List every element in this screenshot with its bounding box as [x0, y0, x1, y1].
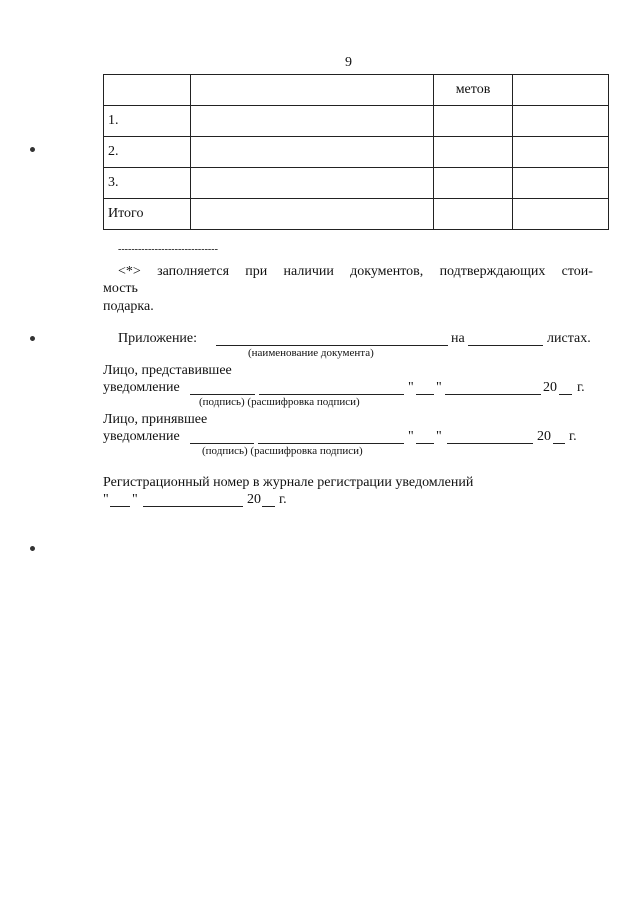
receiver-year-suffix: г. [569, 429, 577, 444]
receiver-line1: Лицо, принявшее [103, 412, 208, 427]
registration-day-field[interactable] [110, 506, 130, 507]
attachment-sheets-label: листах. [547, 331, 591, 346]
receiver-quote-close: " [436, 429, 442, 444]
gift-table [103, 74, 609, 230]
footnote-word: наличии [283, 264, 334, 279]
table-cell [513, 137, 609, 168]
table-cell [191, 106, 434, 137]
receiver-signature-field[interactable] [190, 443, 254, 444]
table-row [104, 106, 609, 137]
table-header-row [104, 75, 609, 106]
table-cell: 3. [104, 168, 191, 199]
footnote-separator: ------------------------------ [118, 244, 218, 255]
registration-year-prefix: 20 [247, 492, 261, 507]
presenter-quote-open: " [408, 380, 414, 395]
presenter-label: уведомление [103, 380, 180, 395]
page-number: 9 [345, 55, 352, 70]
attachment-caption: (наименование документа) [248, 347, 374, 359]
footnote-word: стои- [561, 264, 593, 279]
attachment-label: Приложение: [118, 331, 198, 346]
footnote-line [103, 265, 593, 279]
registration-year-field[interactable] [262, 506, 275, 507]
receiver-day-field[interactable] [416, 443, 434, 444]
presenter-year-field[interactable] [559, 394, 572, 395]
table-cell [434, 199, 513, 230]
scan-mark [29, 335, 36, 342]
receiver-name-field[interactable] [258, 443, 404, 444]
registration-text: Регистрационный номер в журнале регистрации уведомлений [103, 475, 474, 490]
footnote-word: документов, [350, 264, 424, 279]
table-header-cell [104, 75, 191, 106]
footnote-marker: <*> [118, 264, 141, 279]
table-header-cell [513, 75, 609, 106]
footnote-line-2: мость [103, 281, 138, 296]
scan-mark [29, 545, 36, 552]
receiver-month-field[interactable] [447, 443, 533, 444]
table-cell [191, 137, 434, 168]
presenter-month-field[interactable] [445, 394, 541, 395]
receiver-label: уведомление [103, 429, 180, 444]
table-row [104, 168, 609, 199]
presenter-year-prefix: 20 [543, 380, 557, 395]
table-cell: Итого [104, 199, 191, 230]
presenter-signature-field[interactable] [190, 394, 255, 395]
receiver-caption: (подпись) (расшифровка подписи) [202, 445, 363, 457]
table-header-cell [191, 75, 434, 106]
attachment-on-label: на [451, 331, 465, 346]
footnote-line-3: подарка. [103, 299, 154, 314]
receiver-year-prefix: 20 [537, 429, 551, 444]
registration-year-suffix: г. [279, 492, 287, 507]
table-cell [513, 168, 609, 199]
presenter-line1: Лицо, представившее [103, 363, 232, 378]
table-cell [191, 168, 434, 199]
presenter-quote-close: " [436, 380, 442, 395]
table-cell [434, 168, 513, 199]
presenter-name-field[interactable] [259, 394, 404, 395]
attachment-doc-field[interactable] [216, 345, 448, 346]
table-cell [513, 106, 609, 137]
presenter-caption: (подпись) (расшифровка подписи) [199, 396, 360, 408]
table-cell [434, 106, 513, 137]
presenter-day-field[interactable] [416, 394, 434, 395]
table-cell [513, 199, 609, 230]
scan-mark [29, 146, 36, 153]
table-row [104, 199, 609, 230]
receiver-quote-open: " [408, 429, 414, 444]
presenter-year-suffix: г. [577, 380, 585, 395]
table-row [104, 137, 609, 168]
registration-quote-close: " [132, 492, 138, 507]
table-cell [434, 137, 513, 168]
footnote-word: заполняется [157, 264, 230, 279]
table-cell [191, 199, 434, 230]
table-cell: 1. [104, 106, 191, 137]
footnote-word: подтверждающих [439, 264, 546, 279]
receiver-year-field[interactable] [553, 443, 565, 444]
table-header-cell: метов [434, 75, 513, 106]
registration-month-field[interactable] [143, 506, 243, 507]
registration-quote-open: " [103, 492, 109, 507]
table-cell: 2. [104, 137, 191, 168]
footnote-word: при [245, 264, 268, 279]
attachment-sheets-field[interactable] [468, 345, 543, 346]
